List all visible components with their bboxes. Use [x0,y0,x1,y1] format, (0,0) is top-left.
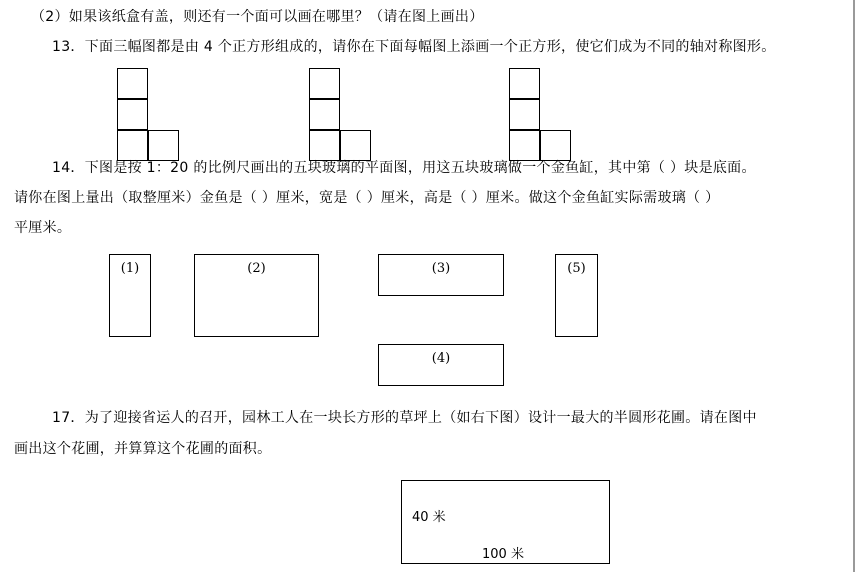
question-14-line1: 14．下图是按 1：20 的比例尺画出的五块玻璃的平面图，用这五块玻璃做一个金鱼缸，其中第（ ）块是底面。 [52,160,756,176]
glass-panel-3 [378,254,504,296]
square [309,130,340,161]
square [309,99,340,130]
square [509,130,540,161]
square [309,68,340,99]
square [509,99,540,130]
panel-label: (3) [431,261,451,276]
glass-panel-4 [378,344,504,386]
square [117,130,148,161]
question-17-line2: 画出这个花圃，并算算这个花圃的面积。 [14,441,272,457]
square [340,130,371,161]
square [117,99,148,130]
square [148,130,179,161]
panel-label: (2) [247,261,266,276]
length-label: 100 米 [482,547,524,562]
question-14-line2: 请你在图上量出（取整厘米）金鱼是（ ）厘米，宽是（ ）厘米，高是（ ）厘米。做这个金鱼缸实际需玻璃（ ） [14,190,720,206]
panel-label: (5) [567,261,586,276]
question-17-line1: 17．为了迎接省运人的召开，园林工人在一块长方形的草坪上（如右下图）设计一最大的半圆形花圃。请在图中 [52,410,757,426]
question-14-line3: 平厘米。 [14,220,72,236]
glass-panel-2 [194,254,319,337]
glass-panel-5 [555,254,598,337]
square [540,130,571,161]
width-label: 40 米 [412,510,446,525]
question-12-part2: （2）如果该纸盒有盖，则还有一个面可以画在哪里？（请在图上画出） [31,9,484,25]
question-13-text: 13．下面三幅图都是由 4 个正方形组成的，请你在下面每幅图上添画一个正方形，使它们成为不同的轴对称图形。 [52,39,776,55]
square [509,68,540,99]
panel-label: (4) [431,351,451,366]
panel-label: (1) [120,261,140,276]
glass-panel-1 [109,254,151,337]
square [117,68,148,99]
